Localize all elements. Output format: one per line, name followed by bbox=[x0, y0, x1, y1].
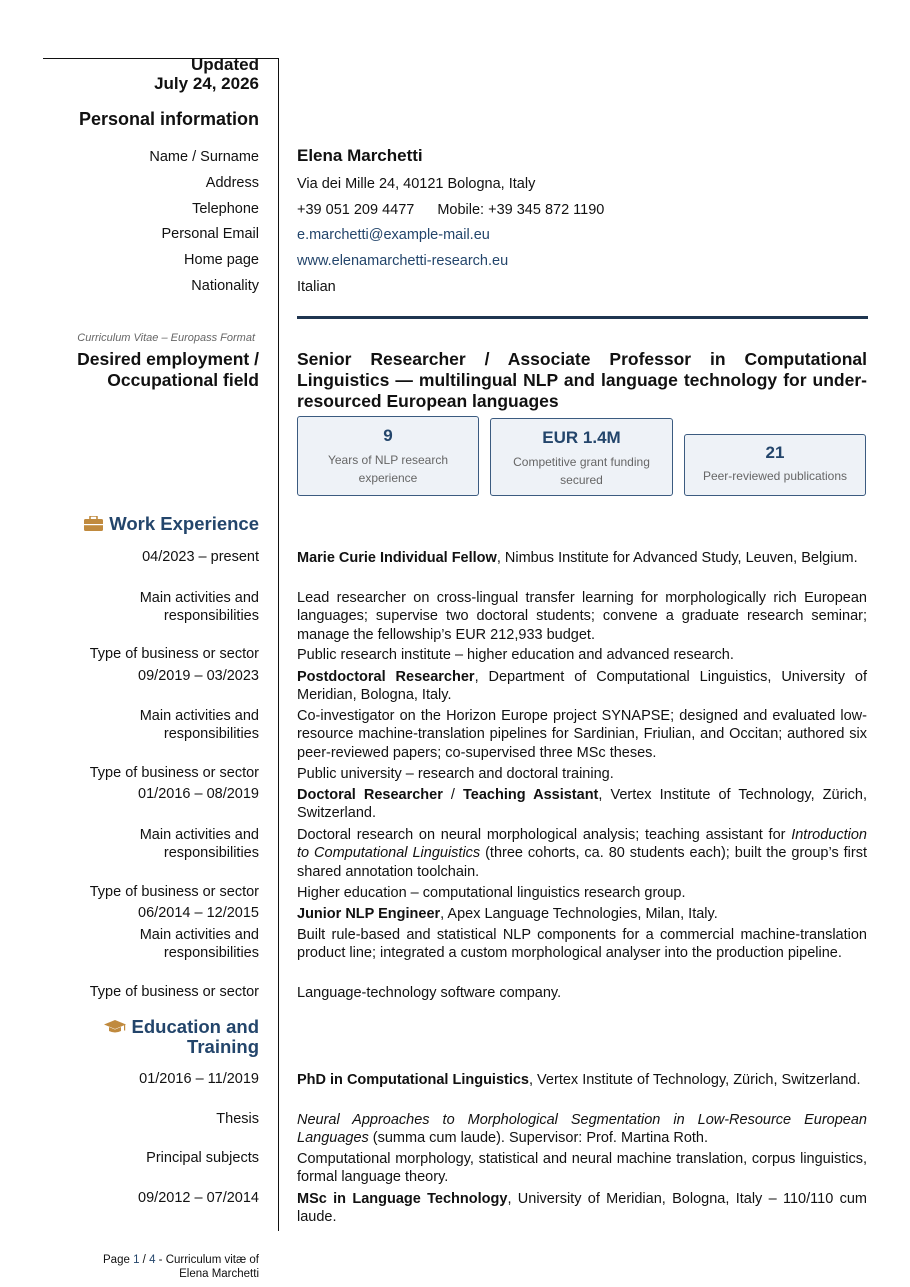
page-total-link[interactable]: 4 bbox=[149, 1254, 156, 1266]
stat-caption: Peer-reviewed publications bbox=[702, 469, 848, 483]
job-activities: Co-investigator on the Horizon Europe project SYNAPSE; designed and evaluated low-resource machine-translation pipelines for Sardinian, Friulian, and Occitan; authored six peer-reviewed papers; co-supervised three MSc theses. bbox=[297, 708, 867, 761]
mobile-number: Mobile: +39 345 872 1190 bbox=[437, 202, 605, 218]
subjects-value: Computational morphology, statistical and neural machine translation, corpus linguistics, formal language theory. bbox=[297, 1151, 867, 1186]
briefcase-icon bbox=[84, 516, 103, 531]
cv-format-label: Curriculum Vitae – Europass Format bbox=[77, 332, 255, 344]
job-activities: Built rule-based and statistical NLP components for a commercial machine-translation product line; integrated a custom morphological analyser into the production pipeline. bbox=[297, 927, 867, 962]
homepage-link[interactable]: www.elenamarchetti-research.eu bbox=[297, 253, 509, 269]
thesis-label: Thesis bbox=[216, 1111, 259, 1127]
page-footer: Page 1 / 4 - Curriculum vitæ of Elena Marchetti bbox=[103, 1254, 259, 1280]
updated-date: Updated July 24, 2026 bbox=[154, 55, 259, 93]
business-label: Type of business or sector bbox=[89, 984, 259, 1000]
business-label: Type of business or sector bbox=[89, 884, 259, 900]
job-business: Public university – research and doctoral training. bbox=[297, 766, 614, 782]
nationality-value: Italian bbox=[297, 279, 336, 295]
telephone-value bbox=[297, 201, 867, 219]
business-label: Type of business or sector bbox=[89, 765, 259, 781]
job-title: Junior NLP Engineer, Apex Language Technologies, Milan, Italy. bbox=[297, 906, 718, 922]
subjects-label: Principal subjects bbox=[146, 1150, 259, 1166]
degree-dates: 09/2012 – 07/2014 bbox=[138, 1190, 259, 1206]
job-business: Higher education – computational linguistics research group. bbox=[297, 885, 686, 901]
email-label: Personal Email bbox=[161, 226, 259, 242]
activities-label: Main activities and responsibilities bbox=[139, 590, 259, 625]
job-business: Language-technology software company. bbox=[297, 985, 562, 1001]
job-dates: 01/2016 – 08/2019 bbox=[138, 786, 259, 802]
section-divider bbox=[297, 316, 868, 319]
name-label: Name / Surname bbox=[149, 149, 259, 165]
nationality-label: Nationality bbox=[191, 278, 259, 294]
job-title: Marie Curie Individual Fellow, Nimbus Institute for Advanced Study, Leuven, Belgium. bbox=[297, 550, 858, 566]
stat-value: 21 bbox=[765, 443, 785, 462]
stat-value: 9 bbox=[383, 426, 393, 445]
page-number: 1 bbox=[133, 1254, 140, 1266]
email-link[interactable]: e.marchetti@example-mail.eu bbox=[297, 227, 490, 243]
graduation-cap-icon bbox=[104, 1019, 126, 1034]
work-experience-heading: Work Experience bbox=[84, 514, 259, 534]
stat-caption: Competitive grant funding secured bbox=[513, 455, 650, 487]
job-business: Public research institute – higher education and advanced research. bbox=[297, 647, 734, 663]
activities-label: Main activities and responsibilities bbox=[139, 827, 259, 862]
stat-card bbox=[297, 416, 479, 496]
stat-value: EUR 1.4M bbox=[542, 428, 621, 447]
job-title: Postdoctoral Researcher, Department of Computational Linguistics, University of Meridian, Bologna, Italy. bbox=[297, 669, 867, 704]
job-activities: Lead researcher on cross-lingual transfer learning for morphologically rich European languages; supervise two doctoral students; convene a graduate research seminar; manage the fellowship’s EUR 212,933 budget. bbox=[297, 590, 867, 643]
job-title: Doctoral Researcher / Teaching Assistant, Vertex Institute of Technology, Zürich, Switzerland. bbox=[297, 787, 867, 822]
stat-caption: Years of NLP research experience bbox=[327, 453, 449, 485]
job-dates: 06/2014 – 12/2015 bbox=[138, 905, 259, 921]
activities-label: Main activities and responsibilities bbox=[139, 927, 259, 962]
column-divider bbox=[278, 58, 279, 1231]
job-activities: Doctoral research on neural morphological analysis; teaching assistant for Introduction to Computational Linguistics (three cohorts, ca. 80 students each); built the group’s first shared annotation toolchain. bbox=[297, 827, 867, 880]
telephone-number: +39 051 209 4477 bbox=[297, 202, 415, 218]
degree-title: MSc in Language Technology, University of Meridian, Bologna, Italy – 110/110 cum laude. bbox=[297, 1191, 867, 1226]
business-label: Type of business or sector bbox=[89, 646, 259, 662]
full-name: Elena Marchetti bbox=[297, 146, 423, 165]
address-label: Address bbox=[205, 175, 259, 191]
degree-title: PhD in Computational Linguistics, Vertex Institute of Technology, Zürich, Switzerland. bbox=[297, 1072, 861, 1088]
stat-card bbox=[490, 418, 673, 496]
homepage-label: Home page bbox=[184, 252, 259, 268]
telephone-label: Telephone bbox=[192, 201, 259, 217]
job-dates: 04/2023 – present bbox=[142, 549, 259, 565]
personal-info-heading: Personal information bbox=[78, 109, 259, 129]
job-dates: 09/2019 – 03/2023 bbox=[138, 668, 259, 684]
address-value: Via dei Mille 24, 40121 Bologna, Italy bbox=[297, 176, 536, 192]
education-heading: Education and Training bbox=[104, 1017, 259, 1057]
stat-card bbox=[684, 434, 866, 496]
degree-dates: 01/2016 – 11/2019 bbox=[139, 1071, 259, 1087]
desired-employment-value: Senior Researcher / Associate Professor in Computational Linguistics — multilingual NLP and language technology for under-resourced European languages bbox=[297, 349, 867, 411]
desired-employment-label: Desired employment / Occupational field bbox=[77, 349, 259, 390]
thesis-value: Neural Approaches to Morphological Segmentation in Low-Resource European Languages (summa cum laude). Supervisor: Prof. Martina Roth. bbox=[297, 1112, 867, 1147]
activities-label: Main activities and responsibilities bbox=[139, 708, 259, 743]
